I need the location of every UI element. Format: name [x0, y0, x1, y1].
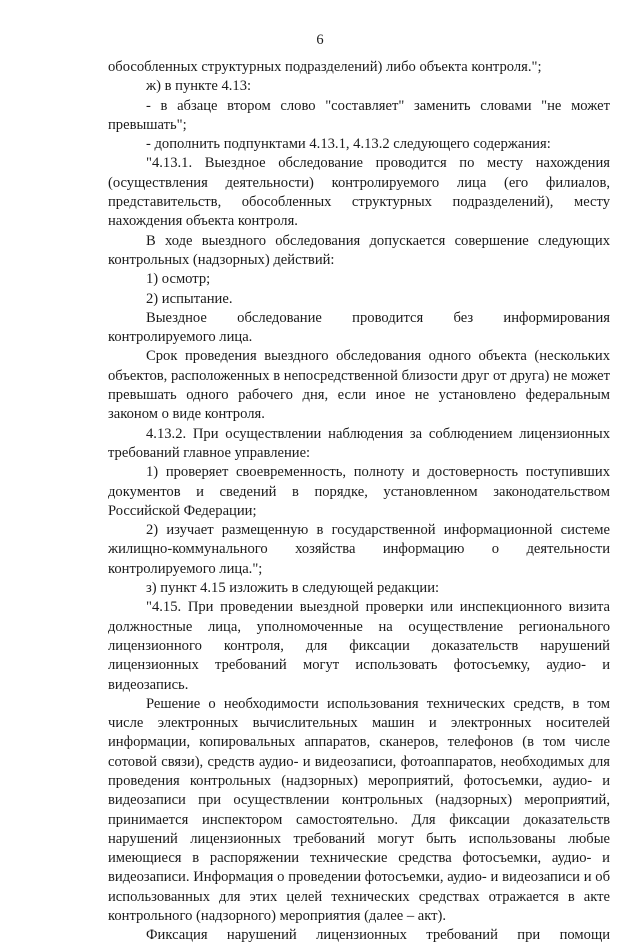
paragraph: В ходе выездного обследования допускается совершение следующих контрольных (надзорных) действий:: [108, 232, 610, 268]
paragraph: - в абзаце втором слово "составляет" заменить словами "не может превышать";: [108, 97, 610, 133]
paragraph: з) пункт 4.15 изложить в следующей редакции:: [146, 580, 440, 597]
page-number: 6: [316, 32, 324, 48]
paragraph: 1) проверяет своевременность, полноту и достоверность поступивших документов и сведений в порядке, установленном законодательством Российской Федерации;: [108, 464, 610, 519]
paragraph: Фиксация нарушений лицензионных требований при помощи: [146, 927, 610, 944]
paragraph: - дополнить подпунктами 4.13.1, 4.13.2 следующего содержания:: [146, 136, 551, 153]
paragraph: 1) осмотр;: [146, 271, 211, 288]
paragraph: 2) изучает размещенную в государственной информационной системе жилищно-коммунального хозяйства информацию о деятельности контролируемого лица.";: [108, 522, 610, 577]
paragraph: Выездное обследование проводится без информирования контролируемого лица.: [108, 309, 610, 346]
paragraph: 4.13.2. При осуществлении наблюдения за соблюдением лицензионных требований главное управление:: [108, 425, 610, 461]
paragraph: Решение о необходимости использования технических средств, в том числе электронных вычислительных машин и электронных носителей информации, копировальных аппаратов, сканеров, телефонов (в том числе сотовой связи), средств аудио- и видеозаписи, фотоаппаратов, необходимых для проведения контрольных (надзорных) мероприятий, фотосъемки, аудио- и видеозаписи при осуществлении контрольных (надзорных) мероприятий, принимается инспектором самостоятельно. Для фиксации доказательств нарушений лицензионных требований могут быть использованы любые имеющиеся в распоряжении технические средства фотосъемки, аудио- и видеозаписи. Информация о проведении фотосъемки, аудио- и видеозаписи и об использованных для этих целей технических средствах отражается в акте контрольного (надзорного) мероприятия (далее – акт).: [108, 695, 610, 925]
paragraph: обособленных структурных подразделений) либо объекта контроля.";: [108, 59, 542, 75]
document-body: [108, 58, 610, 946]
paragraph: ж) в пункте 4.13:: [146, 78, 252, 95]
paragraph: Срок проведения выездного обследования одного объекта (нескольких объектов, расположенных в непосредственной близости друг от друга) не может превышать одного рабочего дня, если иное не установлено федеральным законом о виде контроля.: [108, 348, 610, 423]
paragraph: "4.13.1. Выездное обследование проводится по месту нахождения (осуществления деятельности) контролируемого лица (его филиалов, представительств, обособленных структурных подразделений), месту нахождения объекта контроля.: [108, 155, 610, 230]
paragraph: "4.15. При проведении выездной проверки или инспекционного визита должностные лица, уполномоченные на осуществление регионального лицензионного контроля, для фиксации доказательств нарушений лицензионных требований могут использовать фотосъемку, аудио- и видеозапись.: [108, 599, 610, 693]
paragraph: 2) испытание.: [146, 290, 233, 307]
